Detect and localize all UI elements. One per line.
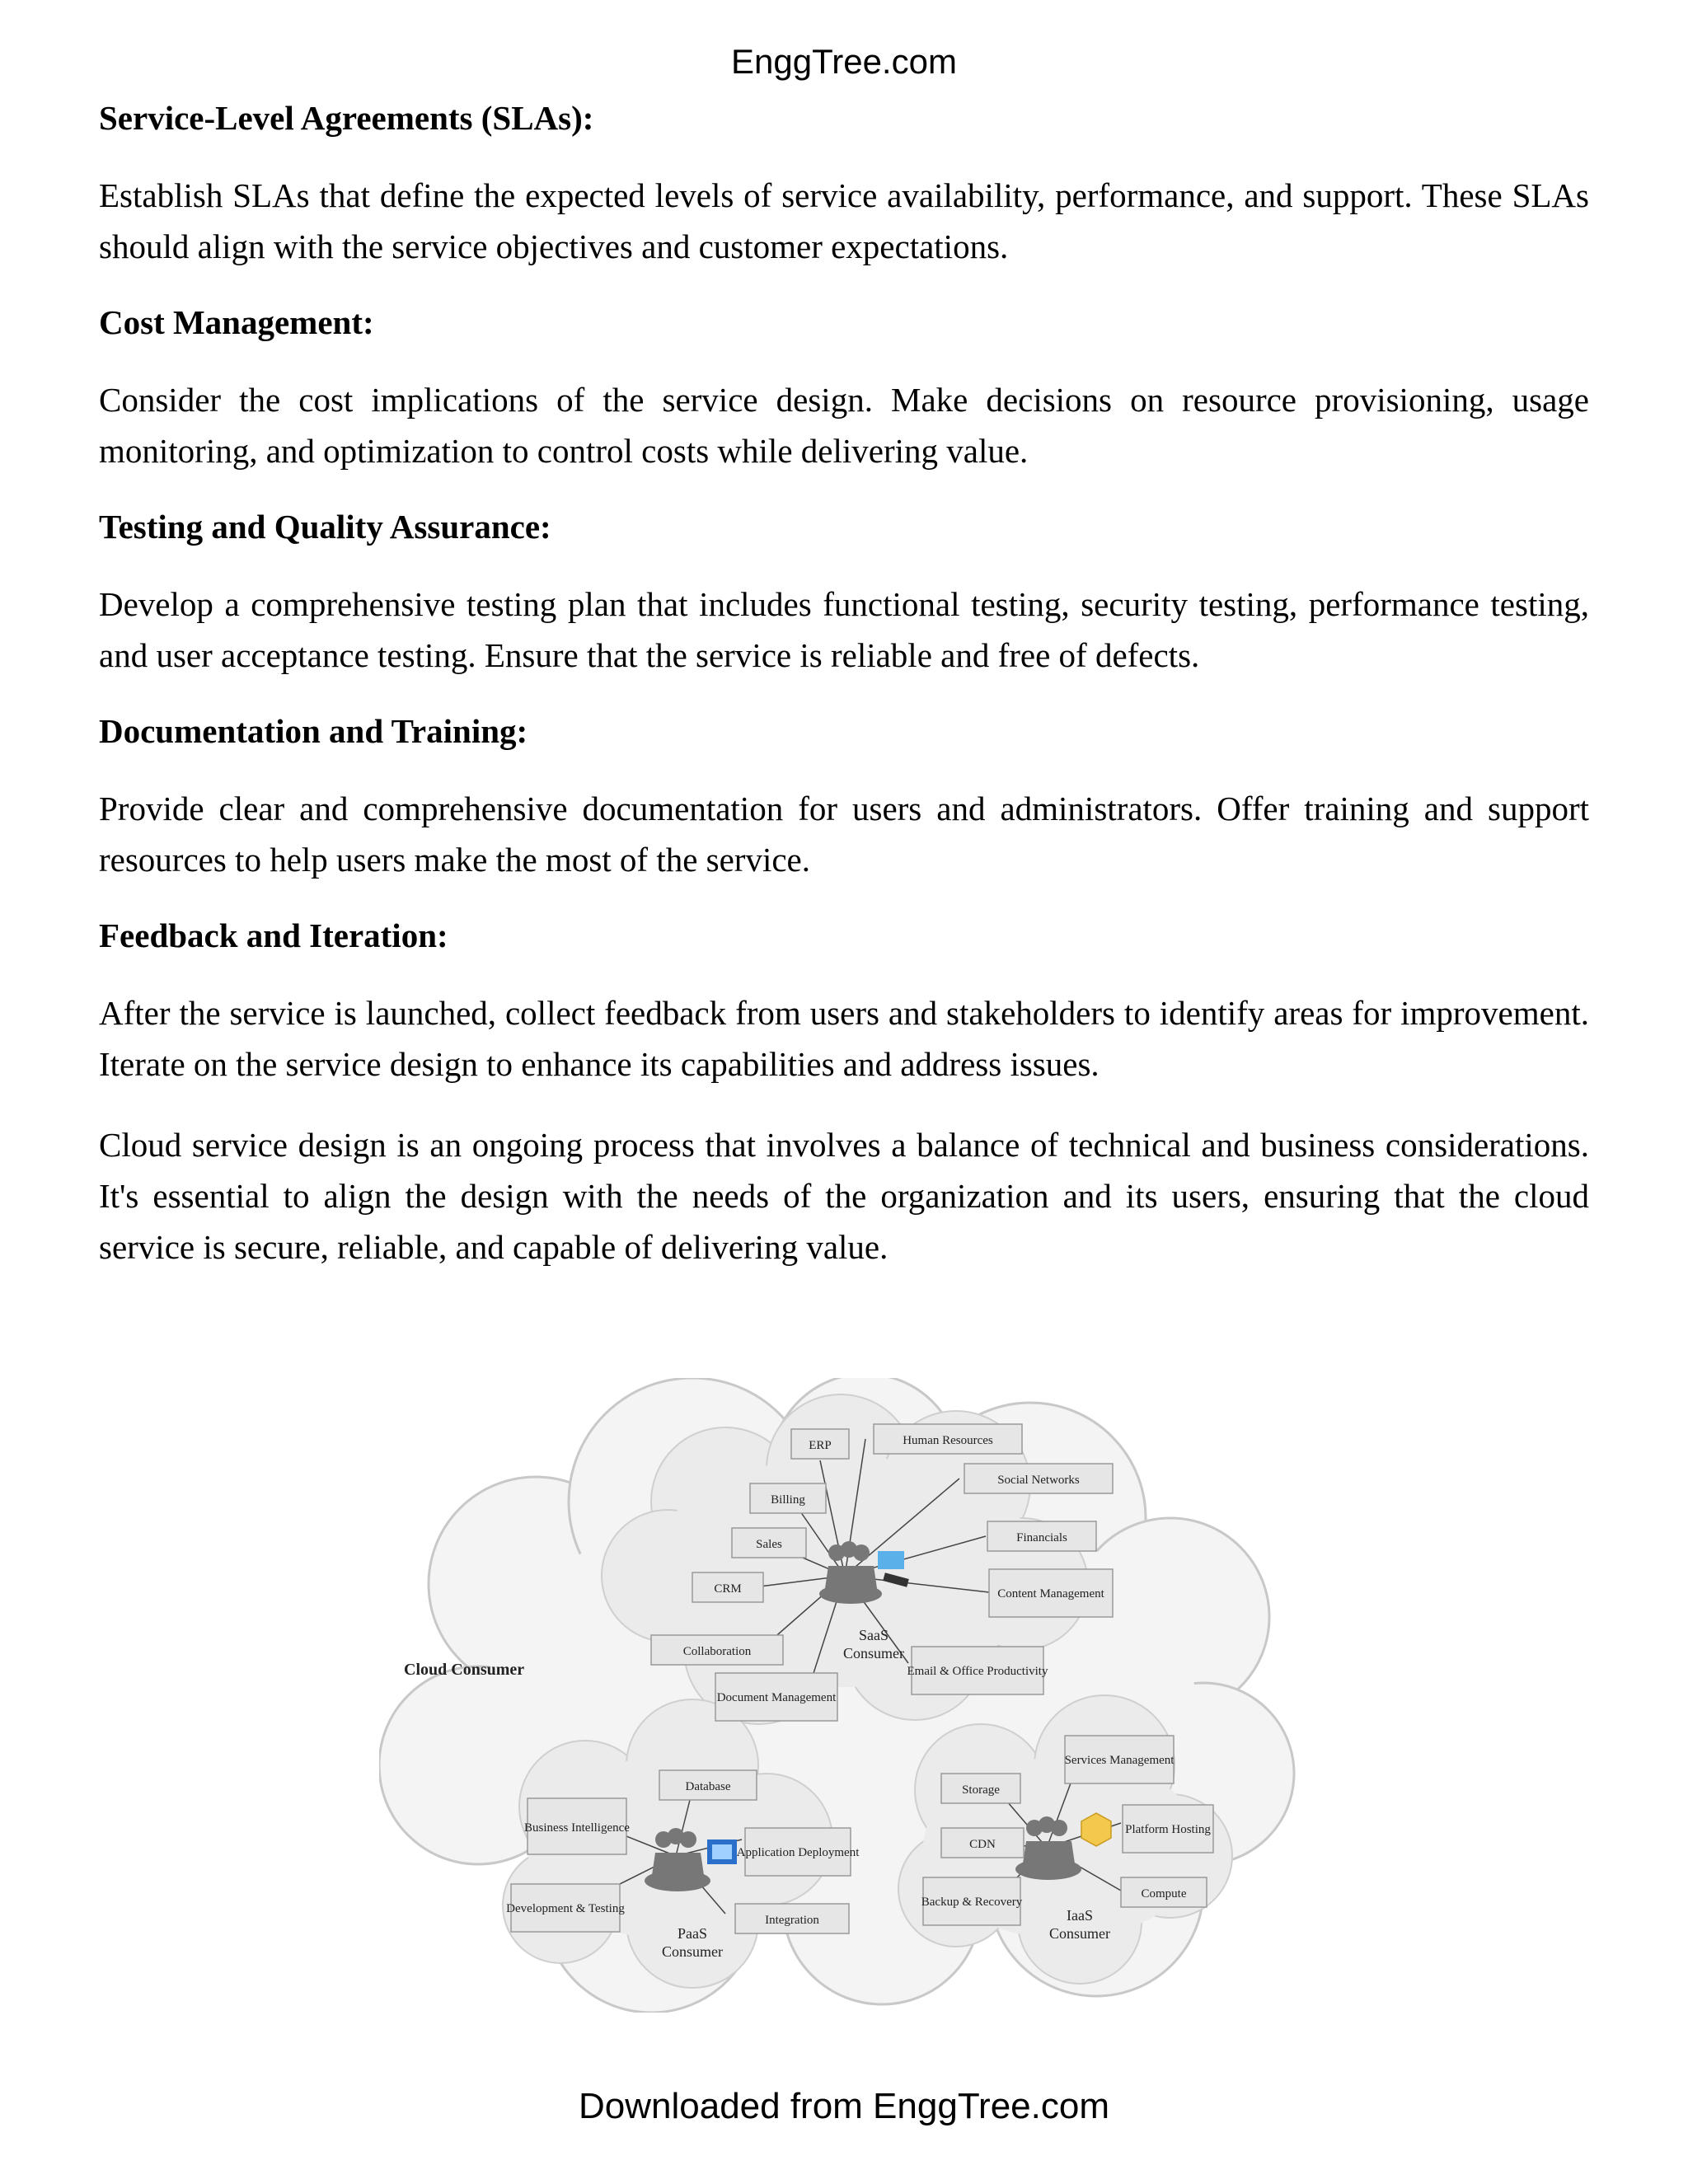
saas-item-billing: Billing [771,1493,805,1507]
iaas-item-services-management: Services Management [1064,1754,1175,1767]
cloud-consumer-label: Cloud Consumer [404,1661,525,1679]
section-heading-documentation: Documentation and Training: [99,712,528,750]
section-body-testing: Develop a comprehensive testing plan that includes functional testing, security testing, performance testing, and user acceptance testing. Ensure that the service is reliable and free of defects. [99,585,1589,674]
saas-consumer-label-2: Consumer [843,1645,904,1661]
iaas-consumer-label-1: IaaS [1067,1907,1093,1924]
saas-item-human-resources: Human Resources [903,1434,993,1447]
section-heading-testing: Testing and Quality Assurance: [99,508,551,546]
page-footer: Downloaded from EnggTree.com [578,2086,1109,2126]
paas-item-business-intelligence: Business Intelligence [524,1821,630,1835]
paas-item-application-deployment: Application Deployment [736,1846,860,1859]
iaas-item-platform-hosting: Platform Hosting [1125,1823,1211,1836]
section-heading-cost: Cost Management: [99,303,374,341]
saas-item-content-management: Content Management [997,1587,1104,1601]
section-body-cost: Consider the cost implications of the service design. Make decisions on resource provisioning, usage monitoring, and optimization to control costs while delivering value. [99,381,1589,470]
paas-item-integration: Integration [765,1914,819,1927]
paas-consumer-label-1: PaaS [678,1925,707,1942]
saas-item-sales: Sales [756,1538,782,1551]
section-heading-slas: Service-Level Agreements (SLAs): [99,99,594,137]
cloud-diagram-svg [379,1378,1302,2013]
document-body [99,97,1589,1272]
section-body-feedback: After the service is launched, collect feedback from users and stakeholders to identify areas for improvement. Iterate on the service design to enhance its capabilities and address issues. [99,994,1589,1083]
section-body-documentation: Provide clear and comprehensive documentation for users and administrators. Offer training and support resources to help users make the most of the service. [99,790,1589,879]
saas-item-erp: ERP [809,1439,832,1452]
paas-item-database: Database [685,1780,731,1793]
iaas-item-backup-recovery: Backup & Recovery [921,1896,1023,1909]
iaas-item-compute: Compute [1141,1887,1187,1900]
iaas-item-storage: Storage [962,1783,1000,1797]
saas-item-collaboration: Collaboration [682,1645,752,1658]
section-heading-feedback: Feedback and Iteration: [99,916,448,954]
saas-item-social-networks: Social Networks [997,1474,1080,1487]
closing-paragraph: Cloud service design is an ongoing process that involves a balance of technical and business considerations. It's essential to align the design with the needs of the organization and its users, ensuring that the cloud service is secure, reliable, and capable of delivering value. [99,1126,1589,1266]
iaas-consumer-label-2: Consumer [1049,1925,1110,1942]
paas-consumer-label-2: Consumer [662,1943,723,1960]
paas-item-development-testing: Development & Testing [506,1902,625,1915]
saas-consumer-label-1: SaaS [859,1627,889,1643]
saas-item-financials: Financials [1016,1531,1067,1544]
saas-item-document-management: Document Management [716,1691,837,1704]
saas-item-email-office: Email & Office Productivity [907,1665,1048,1678]
iaas-item-cdn: CDN [969,1838,996,1851]
page-header: EnggTree.com [731,42,957,81]
cloud-consumer-diagram [379,1378,1302,2013]
saas-item-crm: CRM [714,1582,742,1596]
section-body-slas: Establish SLAs that define the expected levels of service availability, performance, and support. These SLAs should align with the service objectives and customer expectations. [99,176,1589,265]
